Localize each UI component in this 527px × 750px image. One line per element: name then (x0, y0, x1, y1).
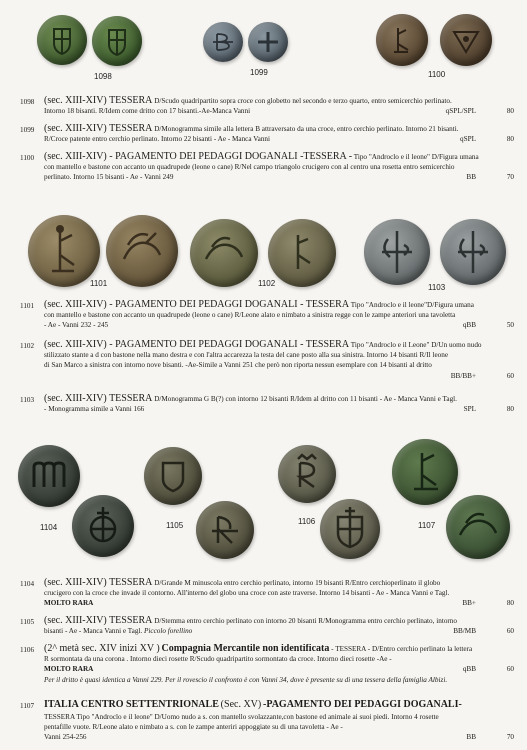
lot-1103 (20, 394, 514, 418)
lot-text: - Ae - Vanni 232 - 245 (44, 321, 109, 330)
coin-1098-reverse (92, 16, 142, 66)
lot-1104 (20, 578, 514, 612)
lot-number: 1099 (20, 126, 35, 134)
lot-rarity: MOLTO RARA (44, 665, 94, 674)
lot-grade: qSPL (460, 135, 476, 144)
lot-1105 (20, 616, 514, 640)
lot-heading-bold: ITALIA CENTRO SETTENTRIONALE (44, 700, 219, 710)
lot-text: Tipo "Androclo e il leone" D/Figura umana (353, 153, 479, 161)
lot-price: 60 (506, 627, 514, 636)
lot-remark: Per il dritto è quasi identica a Vanni 229. Per il rovescio il confronto è con Vanni 34, dove è presente su di una tessera della famiglia Albizi. (44, 675, 448, 684)
lot-1098 (20, 96, 514, 120)
lot-grade: qSPL/SPL (445, 107, 476, 116)
coin-1107-reverse (446, 495, 510, 559)
coin-1106-obverse (278, 445, 336, 503)
lot-text: Tipo "Androclo e il leone"D/Figura umana (350, 301, 474, 309)
lot-text: Tipo "Androclo e il Leone" D/Un uomo nudo (350, 341, 482, 349)
lot-text: D/Grande M minuscola entro cerchio perlinato, intorno 19 bisanti R/Entro cerchioperlinato il globo (154, 579, 441, 587)
lot-price: 80 (506, 135, 514, 144)
lot-1107 (20, 700, 514, 746)
coin-1104-reverse (72, 495, 134, 557)
lot-text: D/Monogramma G B(?) con intorno 12 bisanti R/Idem al dritto con 11 bisanti - Ae - Manca Vanni e Tagl. (154, 395, 457, 403)
lot-price: 60 (506, 665, 514, 674)
lot-heading: (2^ metà sec. XIV inizi XV ) (44, 644, 160, 654)
lot-1101 (20, 300, 514, 334)
coin-band-2 (0, 205, 527, 295)
coin-band-3 (0, 435, 527, 570)
coin-label: 1098 (94, 72, 112, 81)
coin-1101-reverse (106, 215, 178, 287)
coin-1103-obverse (364, 219, 430, 285)
coin-label: 1101 (90, 279, 108, 288)
lot-grade: BB+ (462, 599, 476, 608)
lot-text: TESSERA Tipo "Androclo e il leone" D/Uomo nudo a s. con mantello svolazzante,con bastone ed animale ai suoi piedi. Intorno 4 rosette (44, 713, 439, 721)
lot-1106 (20, 644, 514, 688)
lot-grade: BB/BB+ (450, 371, 476, 380)
lot-heading-bold: Compagnia Mercantile non identificata (161, 644, 330, 654)
lot-text: di San Marco a sinistra con intorno nove bisanti. -Ae-Simile a Vanni 251 che però non riporta nessun esemplare con 14 bisanti al dritto (44, 361, 432, 370)
lot-grade: SPL (463, 405, 476, 414)
coin-1105-reverse (196, 501, 254, 559)
lot-1099 (20, 124, 514, 148)
lot-text: D/Monogramma simile alla lettera B attraversato da una croce, entro cerchio perlinato. Intorno 21 bisanti. (154, 125, 459, 133)
coin-1101-obverse (28, 215, 100, 287)
lot-text: bisanti - Ae - Manca Vanni e Tagl. (44, 627, 143, 636)
lot-heading: (sec. XIII-XIV) TESSERA (44, 96, 153, 106)
lot-number: 1104 (20, 580, 35, 588)
lot-text: D/Scudo quadripartito sopra croce con globetto nel secondo e terzo quarto, entro semicerchio perlinato. (154, 97, 452, 105)
lot-number: 1098 (20, 98, 35, 106)
coin-label: 1100 (428, 70, 446, 79)
lot-price: 60 (506, 371, 514, 380)
coin-label: 1099 (250, 68, 268, 77)
lot-number: 1102 (20, 342, 35, 350)
lot-note: Piccolo forellino (144, 627, 193, 636)
coin-band-1 (0, 0, 527, 95)
lot-1100 (20, 152, 514, 186)
lot-grade: BB (466, 733, 476, 742)
coin-label: 1102 (258, 279, 276, 288)
coin-1098-obverse (37, 15, 87, 65)
lot-text: Intorno 18 bisanti. R/Idem come dritto con 17 bisanti.-Ae-Manca Vanni (44, 107, 251, 116)
lot-heading: (sec. XIII-XIV) - PAGAMENTO DEI PEDAGGI DOGANALI -TESSERA - (44, 152, 353, 162)
lot-heading: (sec. XIII-XIV) TESSERA (44, 616, 153, 626)
lot-price: 70 (506, 733, 514, 742)
lot-text: pentafille vuote. R/Leone alato e nimbato a s. con le zampe anteriri appoggiate su di una tavoletta - Ae - (44, 723, 343, 732)
coin-1105-obverse (144, 447, 202, 505)
coin-label: 1107 (418, 521, 436, 530)
coin-1100-obverse (376, 14, 428, 66)
lot-number: 1103 (20, 396, 35, 404)
lot-number: 1107 (20, 702, 35, 710)
coin-1104-obverse (18, 445, 80, 507)
lot-heading: (sec. XIII-XIV) - PAGAMENTO DEI PEDAGGI DOGANALI - TESSERA (44, 340, 350, 350)
lot-heading: (sec. XIII-XIV) TESSERA (44, 124, 153, 134)
lot-price: 70 (506, 173, 514, 182)
lot-heading: (sec. XIII-XIV) TESSERA (44, 394, 153, 404)
lot-text: con mantello e bastone con accanto un quadrupede (leone o cane) R/Leone alato e nimbato a sinistra regge con le zampe anteriori una tavoletta (44, 311, 456, 320)
lot-heading-bold: -PAGAMENTO DEI PEDAGGI DOGANALI- (263, 700, 462, 710)
coin-1106-reverse (320, 499, 380, 559)
coin-label: 1103 (428, 283, 446, 292)
lot-rarity: MOLTO RARA (44, 599, 94, 608)
coin-label: 1106 (298, 517, 316, 526)
lot-number: 1100 (20, 154, 35, 162)
coin-1099-obverse (203, 22, 243, 62)
lot-text: - Monogramma simile a Vanni 166 (44, 405, 145, 414)
coin-1099-reverse (248, 22, 288, 62)
lot-price: 80 (506, 405, 514, 414)
lot-grade: BB/MB (453, 627, 476, 636)
lot-grade: qBB (462, 665, 476, 674)
lot-text: R sormontata da una corona . Intorno dieci rosette R/Scudo quadripartito sormontato da croce. Intorno dieci rosette -Ae - (44, 655, 392, 664)
lot-heading: (sec. XIII-XIV) - PAGAMENTO DEI PEDAGGI DOGANALI - TESSERA (44, 300, 350, 310)
lot-text: - TESSERA - D/Entro cerchio perlinato la lettera (331, 645, 473, 653)
coin-label: 1104 (40, 523, 58, 532)
lot-price: 80 (506, 599, 514, 608)
lot-text: R/Croce patente entro cerchio perlinato. Intorno 22 bisanti - Ae - Manca Vanni (44, 135, 271, 144)
lot-text: con mantello e bastone con accanto un quadrupede (leone o cane) R/Nel campo triangolo crucigero con al centro una rosetta entro semicerchio (44, 163, 455, 172)
coin-1100-reverse (440, 14, 492, 66)
coin-1102-reverse (268, 219, 336, 287)
coin-1102-obverse (190, 219, 258, 287)
coin-label: 1105 (166, 521, 184, 530)
coin-1103-reverse (440, 219, 506, 285)
lot-grade: BB (466, 173, 476, 182)
lot-price: 80 (506, 107, 514, 116)
lot-heading: (sec. XIII-XIV) TESSERA (44, 578, 153, 588)
lot-price: 50 (506, 321, 514, 330)
lot-text: Vanni 254-256 (44, 733, 87, 742)
lot-number: 1101 (20, 302, 35, 310)
lot-1102 (20, 340, 514, 384)
lot-text: D/Stemma entro cerchio perlinato con intorno 20 bisanti R/Monogramma entro cerchio perlinato, intorno (154, 617, 457, 625)
lot-text: perlinato. Intorno 15 bisanti - Ae - Vanni 249 (44, 173, 174, 182)
lot-text: crucigero con la croce che invade il contorno. All'interno del globo una croce con aste traverse. Intorno 14 bisanti - Ae - Manca Vanni e Tagl. (44, 589, 450, 598)
lot-number: 1106 (20, 646, 35, 654)
lot-text: stilizzato stante a d con bastone nella mano destra e con l'altra accarezza la testa del cane posto alla sua sinistra. Intorno 14 bisanti R/Il leone (44, 351, 449, 360)
lot-heading: (Sec. XV) (220, 700, 262, 710)
lot-grade: qBB (462, 321, 476, 330)
lot-number: 1105 (20, 618, 35, 626)
